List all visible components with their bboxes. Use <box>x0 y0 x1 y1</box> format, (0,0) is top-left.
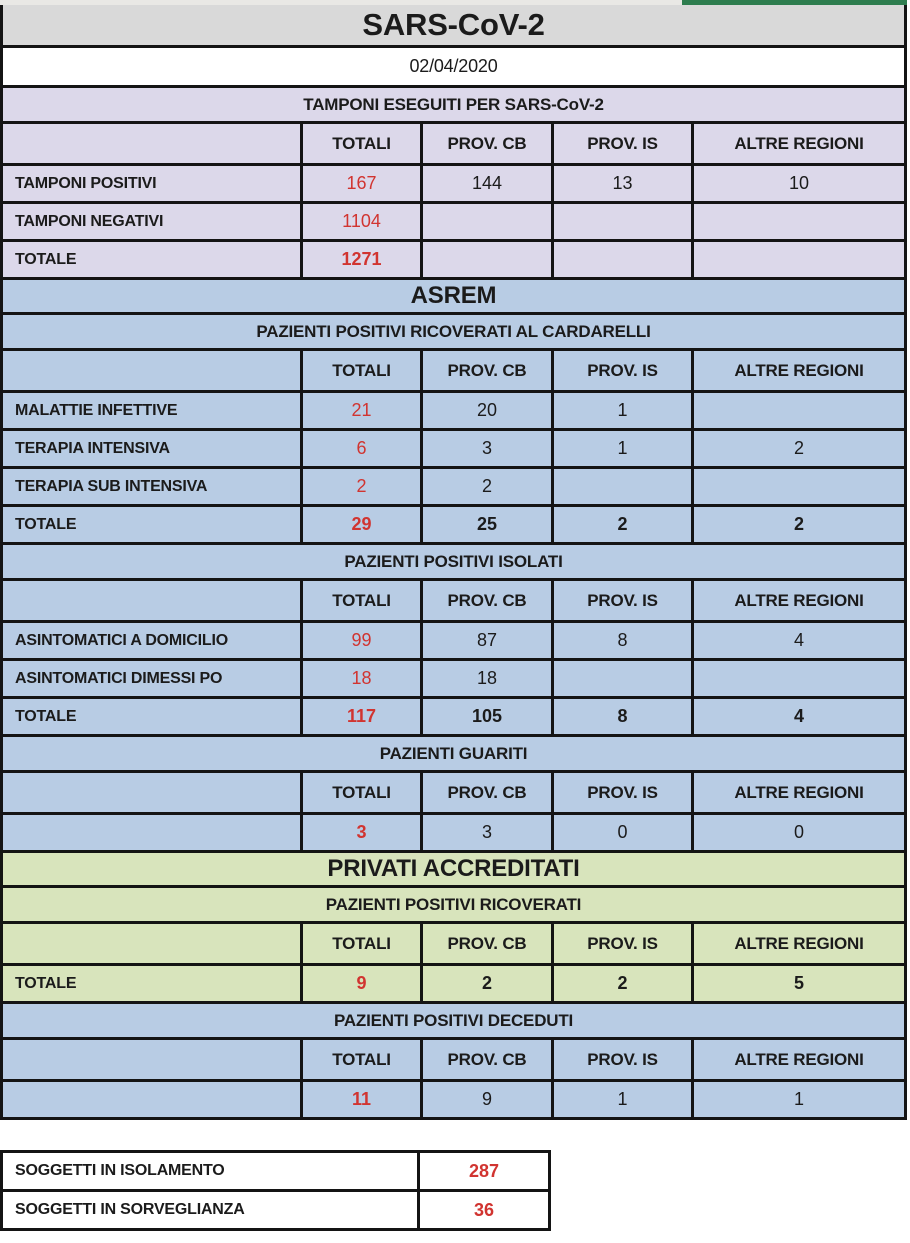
row-label: TOTALE <box>15 707 77 725</box>
value-cell: 2 <box>551 966 691 1001</box>
column-header: ALTRE REGIONI <box>691 581 904 620</box>
header-spacer-cell <box>3 773 300 812</box>
summary-row <box>3 1153 548 1192</box>
value-cell <box>691 204 904 239</box>
total-value-cell: 29 <box>300 507 420 542</box>
column-header: TOTALI <box>300 773 420 812</box>
total-value-cell: 1271 <box>300 242 420 277</box>
value-cell: 1 <box>551 393 691 428</box>
table-row <box>3 966 904 1004</box>
band-text: PAZIENTI POSITIVI DECEDUTI <box>333 1010 574 1030</box>
summary-table <box>0 1150 551 1231</box>
row-label: TOTALE <box>15 515 77 533</box>
value-cell <box>691 661 904 696</box>
value-cell: 2 <box>420 469 551 504</box>
column-header: TOTALI <box>300 1040 420 1079</box>
value-cell: 2 <box>691 507 904 542</box>
column-header: PROV. CB <box>420 351 551 390</box>
total-value-cell: 11 <box>300 1082 420 1117</box>
value-cell: 4 <box>691 699 904 734</box>
value-cell: 9 <box>420 1082 551 1117</box>
value-cell <box>551 204 691 239</box>
table-row <box>3 623 904 661</box>
window-top-strip <box>0 0 910 5</box>
column-header: PROV. IS <box>551 1040 691 1079</box>
row-label: TOTALE <box>15 974 77 992</box>
value-cell: 144 <box>420 166 551 201</box>
excel-green-bar <box>682 0 907 5</box>
band-text: PAZIENTI GUARITI <box>379 743 528 763</box>
value-cell: 105 <box>420 699 551 734</box>
column-header: ALTRE REGIONI <box>691 351 904 390</box>
value-cell <box>551 469 691 504</box>
summary-label: SOGGETTI IN SORVEGLIANZA <box>15 1201 245 1218</box>
value-cell: 25 <box>420 507 551 542</box>
column-header: PROV. IS <box>551 581 691 620</box>
column-header: TOTALI <box>300 124 420 163</box>
spreadsheet-report <box>0 5 907 1120</box>
row-label: ASINTOMATICI DIMESSI PO <box>15 669 223 687</box>
total-value-cell: 167 <box>300 166 420 201</box>
row-label: TERAPIA SUB INTENSIVA <box>15 477 208 495</box>
value-cell: 87 <box>420 623 551 658</box>
column-header: ALTRE REGIONI <box>691 124 904 163</box>
total-value-cell: 2 <box>300 469 420 504</box>
window-chrome-fragment <box>0 0 682 5</box>
total-value-cell: 9 <box>300 966 420 1001</box>
column-header: TOTALI <box>300 351 420 390</box>
total-value-cell: 6 <box>300 431 420 466</box>
table-header-row <box>3 581 904 623</box>
value-cell: 8 <box>551 623 691 658</box>
page-title-band <box>3 5 904 48</box>
column-header: PROV. CB <box>420 124 551 163</box>
value-cell <box>691 393 904 428</box>
table-row <box>3 431 904 469</box>
section-subtitle-band <box>3 1004 904 1040</box>
table-header-row <box>3 1040 904 1082</box>
header-spacer-cell <box>3 924 300 963</box>
total-value-cell: 3 <box>300 815 420 850</box>
header-spacer-cell <box>3 1040 300 1079</box>
band-text: TAMPONI ESEGUITI PER SARS-CoV-2 <box>303 94 604 114</box>
table-row <box>3 815 904 853</box>
band-text: ASREM <box>410 282 497 309</box>
column-header: ALTRE REGIONI <box>691 1040 904 1079</box>
major-section-band <box>3 853 904 888</box>
column-header: TOTALI <box>300 924 420 963</box>
band-text: PAZIENTI POSITIVI RICOVERATI <box>325 894 582 914</box>
summary-value: 36 <box>417 1192 548 1228</box>
table-row <box>3 507 904 545</box>
row-label: TERAPIA INTENSIVA <box>15 439 170 457</box>
band-text: PAZIENTI POSITIVI RICOVERATI AL CARDARELLI <box>256 321 651 341</box>
band-text: 02/04/2020 <box>409 56 498 76</box>
value-cell: 4 <box>691 623 904 658</box>
header-spacer-cell <box>3 124 300 163</box>
table-row <box>3 166 904 204</box>
section-subtitle-band <box>3 88 904 124</box>
column-header: PROV. CB <box>420 924 551 963</box>
total-value-cell: 99 <box>300 623 420 658</box>
table-header-row <box>3 773 904 815</box>
value-cell: 8 <box>551 699 691 734</box>
row-label: ASINTOMATICI A DOMICILIO <box>15 631 228 649</box>
value-cell: 2 <box>551 507 691 542</box>
date-band <box>3 48 904 88</box>
table-header-row <box>3 124 904 166</box>
value-cell: 13 <box>551 166 691 201</box>
page-title: SARS-CoV-2 <box>362 7 545 42</box>
value-cell <box>691 242 904 277</box>
section-subtitle-band <box>3 737 904 773</box>
section-subtitle-band <box>3 315 904 351</box>
table-header-row <box>3 924 904 966</box>
value-cell: 20 <box>420 393 551 428</box>
table-header-row <box>3 351 904 393</box>
row-label: MALATTIE INFETTIVE <box>15 401 178 419</box>
column-header: ALTRE REGIONI <box>691 773 904 812</box>
total-value-cell: 18 <box>300 661 420 696</box>
value-cell: 3 <box>420 815 551 850</box>
column-header: PROV. IS <box>551 351 691 390</box>
table-row <box>3 393 904 431</box>
value-cell: 1 <box>551 1082 691 1117</box>
value-cell: 2 <box>691 431 904 466</box>
value-cell <box>691 469 904 504</box>
value-cell: 10 <box>691 166 904 201</box>
column-header: PROV. IS <box>551 924 691 963</box>
value-cell: 1 <box>691 1082 904 1117</box>
table-row <box>3 1082 904 1120</box>
major-section-band <box>3 280 904 315</box>
column-header: PROV. CB <box>420 581 551 620</box>
total-value-cell: 1104 <box>300 204 420 239</box>
value-cell <box>420 204 551 239</box>
value-cell: 18 <box>420 661 551 696</box>
row-label: TAMPONI POSITIVI <box>15 174 157 192</box>
value-cell: 0 <box>691 815 904 850</box>
column-header: PROV. CB <box>420 773 551 812</box>
value-cell: 1 <box>551 431 691 466</box>
row-label <box>3 815 300 850</box>
column-header: ALTRE REGIONI <box>691 924 904 963</box>
row-label <box>3 1082 300 1117</box>
row-label: TAMPONI NEGATIVI <box>15 212 164 230</box>
header-spacer-cell <box>3 351 300 390</box>
column-header: TOTALI <box>300 581 420 620</box>
value-cell: 0 <box>551 815 691 850</box>
total-value-cell: 117 <box>300 699 420 734</box>
band-text: PAZIENTI POSITIVI ISOLATI <box>344 551 563 571</box>
table-row <box>3 661 904 699</box>
column-header: PROV. IS <box>551 773 691 812</box>
column-header: PROV. CB <box>420 1040 551 1079</box>
value-cell <box>420 242 551 277</box>
header-spacer-cell <box>3 581 300 620</box>
value-cell: 3 <box>420 431 551 466</box>
value-cell: 2 <box>420 966 551 1001</box>
summary-row <box>3 1192 548 1228</box>
summary-value: 287 <box>417 1153 548 1189</box>
summary-label: SOGGETTI IN ISOLAMENTO <box>15 1162 225 1179</box>
table-row <box>3 699 904 737</box>
table-row <box>3 242 904 280</box>
value-cell <box>551 661 691 696</box>
section-subtitle-band <box>3 888 904 924</box>
section-subtitle-band <box>3 545 904 581</box>
value-cell <box>551 242 691 277</box>
value-cell: 5 <box>691 966 904 1001</box>
column-header: PROV. IS <box>551 124 691 163</box>
row-label: TOTALE <box>15 250 77 268</box>
total-value-cell: 21 <box>300 393 420 428</box>
table-row <box>3 204 904 242</box>
band-text: PRIVATI ACCREDITATI <box>327 855 580 882</box>
table-row <box>3 469 904 507</box>
